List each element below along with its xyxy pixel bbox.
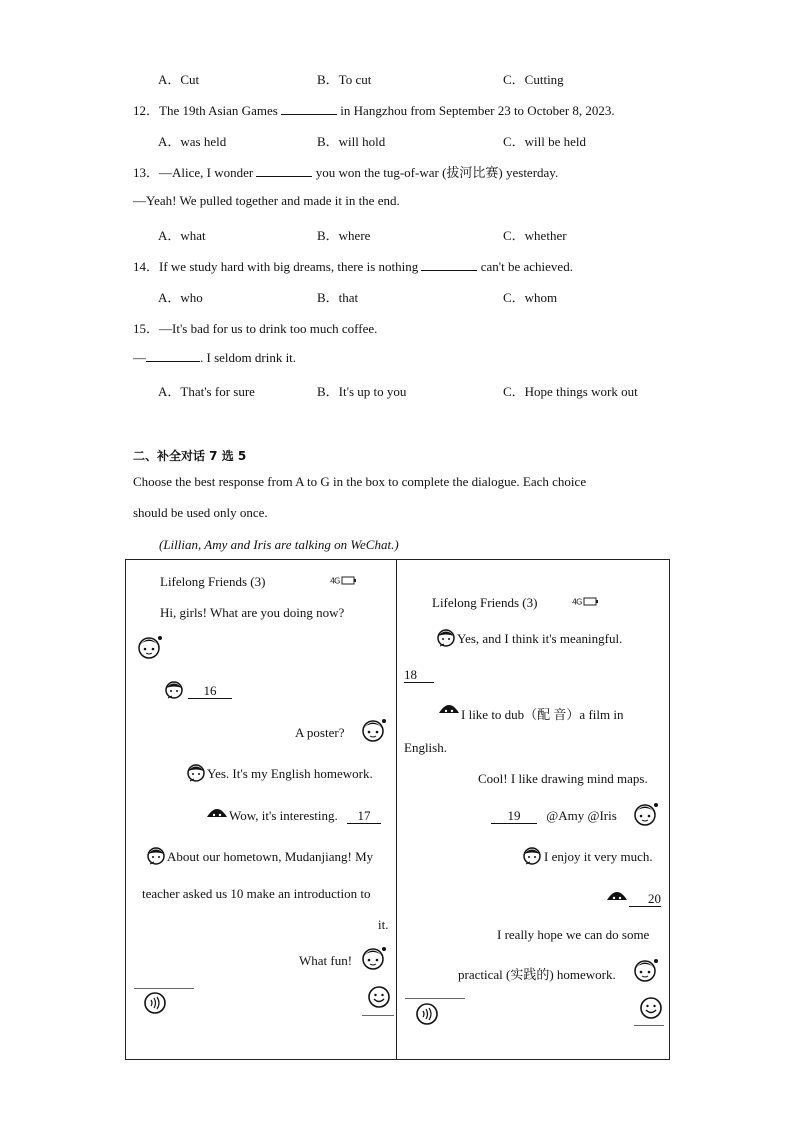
left-signal-icon: 4G bbox=[330, 576, 357, 586]
right-input-line bbox=[405, 998, 465, 999]
q14-stem: 14．If we study hard with big dreams, there is nothing can't be achieved. bbox=[133, 259, 573, 274]
q11-option-b: B．To cut bbox=[317, 72, 372, 87]
boy-avatar-icon bbox=[435, 627, 457, 649]
left-chat-header: Lifelong Friends (3) bbox=[160, 574, 266, 589]
section-title: 二、补全对话 7 选 5 bbox=[133, 449, 247, 463]
right-emoji-line bbox=[634, 1025, 664, 1026]
emoji-icon[interactable] bbox=[638, 996, 668, 1022]
left-msg-6: What fun! bbox=[299, 953, 353, 968]
q12-option-b: B．will hold bbox=[317, 134, 386, 149]
right-msg-5b: practical (实践的) homework. bbox=[458, 967, 616, 982]
q12-option-a: A．was held bbox=[158, 134, 227, 149]
emoji-icon[interactable] bbox=[366, 985, 396, 1011]
q12-blank bbox=[281, 102, 337, 115]
q15-reply: — . I seldom drink it. bbox=[133, 350, 297, 365]
left-emoji-line bbox=[362, 1015, 394, 1016]
right-blank-18: 18 bbox=[404, 667, 434, 683]
q14-option-c: C．whom bbox=[503, 290, 558, 305]
right-blank-20: 20 bbox=[629, 891, 661, 907]
boy-avatar-icon bbox=[163, 679, 185, 701]
left-msg-1: Hi, girls! What are you doing now? bbox=[160, 605, 345, 620]
left-msg-2: A poster? bbox=[295, 725, 345, 740]
voice-icon[interactable] bbox=[143, 991, 167, 1015]
girl-avatar-icon bbox=[632, 800, 660, 828]
q14-option-b: B．that bbox=[317, 290, 359, 305]
q13-blank bbox=[256, 164, 312, 177]
right-msg-2a: I like to dub（配 音）a film in bbox=[461, 707, 624, 722]
section-instructions-1: Choose the best response from A to G in the box to complete the dialogue. Each choice bbox=[133, 474, 587, 489]
chat-divider bbox=[396, 559, 397, 1059]
girl-avatar-icon bbox=[360, 944, 388, 972]
section-instructions-2: should be used only once. bbox=[133, 505, 268, 520]
left-msg-5b: teacher asked us 10 make an introduction to bbox=[142, 886, 371, 901]
q11-option-a: A．Cut bbox=[158, 72, 200, 87]
q13-option-b: B．where bbox=[317, 228, 371, 243]
right-signal-icon: 4G bbox=[572, 597, 599, 607]
q15-option-c: C．Hope things work out bbox=[503, 384, 638, 399]
right-blank-19: 19 bbox=[491, 809, 537, 824]
q13-reply: —Yeah! We pulled together and made it in the end. bbox=[133, 193, 400, 208]
q13-option-a: A．what bbox=[158, 228, 206, 243]
right-chat-header: Lifelong Friends (3) bbox=[432, 595, 538, 610]
q15-stem: 15．—It's bad for us to drink too much coffee. bbox=[133, 321, 378, 336]
q12-stem: 12．The 19th Asian Games in Hangzhou from September 23 to October 8, 2023. bbox=[133, 103, 615, 118]
boy-avatar-icon bbox=[205, 803, 229, 823]
left-blank-17: 17 bbox=[347, 809, 381, 824]
girl-avatar-icon bbox=[632, 956, 660, 984]
right-msg-2b: English. bbox=[404, 740, 447, 755]
boy-avatar-icon bbox=[185, 762, 207, 784]
scene-note: (Lillian, Amy and Iris are talking on WeChat.) bbox=[159, 537, 399, 552]
left-msg-5a: About our hometown, Mudanjiang! My bbox=[167, 849, 374, 864]
q15-option-a: A．That's for sure bbox=[158, 384, 255, 399]
right-msg-1: Yes, and I think it's meaningful. bbox=[457, 631, 623, 646]
boy-avatar-icon bbox=[521, 845, 543, 867]
right-msg-3: Cool! I like drawing mind maps. bbox=[478, 771, 648, 786]
left-blank-16: 16 bbox=[188, 683, 232, 699]
q15-option-b: B．It's up to you bbox=[317, 384, 407, 399]
q13-stem: 13．—Alice, I wonder you won the tug-of-war (拔河比赛) yesterday. bbox=[133, 165, 559, 180]
right-mention-line bbox=[491, 808, 617, 824]
right-msg-5a: I really hope we can do some bbox=[497, 927, 650, 942]
q13-option-c: C．whether bbox=[503, 228, 567, 243]
girl-avatar-icon bbox=[136, 633, 164, 661]
q15-blank bbox=[146, 349, 200, 362]
q11-option-c: C．Cutting bbox=[503, 72, 564, 87]
left-msg-5c: it. bbox=[378, 917, 389, 932]
q14-option-a: A．who bbox=[158, 290, 203, 305]
left-input-line bbox=[134, 988, 194, 989]
girl-avatar-icon bbox=[360, 716, 388, 744]
q12-option-c: C．will be held bbox=[503, 134, 587, 149]
q14-blank bbox=[421, 258, 477, 271]
boy-avatar-icon bbox=[145, 845, 167, 867]
boy-avatar-icon bbox=[437, 699, 461, 719]
mention-text: @Amy @Iris bbox=[546, 808, 617, 823]
boy-avatar-icon bbox=[605, 886, 629, 906]
left-msg-3: Yes. It's my English homework. bbox=[207, 766, 373, 781]
voice-icon[interactable] bbox=[415, 1002, 439, 1026]
right-msg-4: I enjoy it very much. bbox=[544, 849, 653, 864]
left-msg-4: Wow, it's interesting. 17 bbox=[229, 808, 381, 824]
